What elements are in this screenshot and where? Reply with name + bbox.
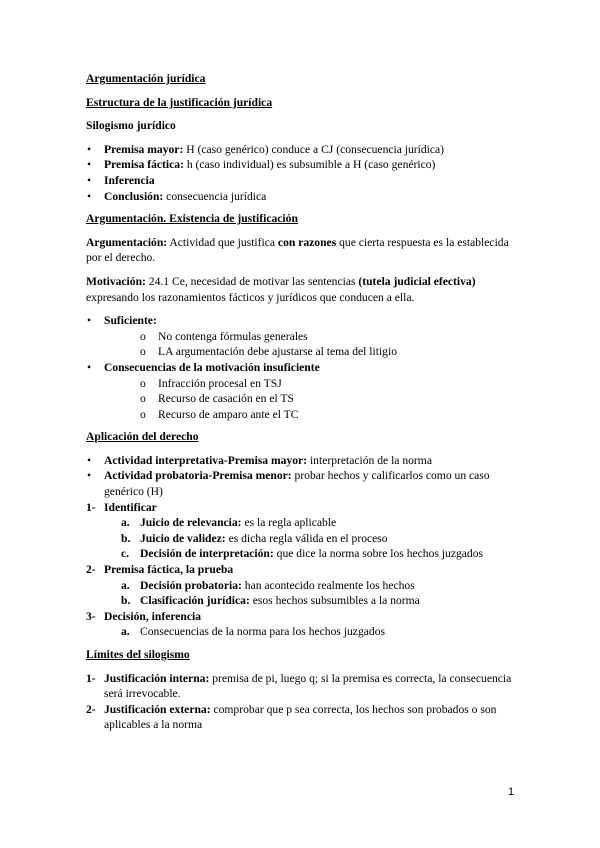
circle-bullet-icon: o [140,392,146,406]
bullet-icon: • [87,469,92,483]
lettered-item: a. Decisión probatoria: han acontecido realmente los hechos [121,578,415,592]
motivacion-list [86,313,526,422]
bullet-icon: • [87,453,92,467]
list-item: o LA argumentación debe ajustarse al tema del litigio [140,345,397,359]
paragraph-motivacion: Motivación: 24.1 Ce, necesidad de motivar las sentencias (tutela judicial efectiva) expresando los razonamientos fácticos y jurídicos que conducen a ella. [86,274,476,304]
document-body [86,71,526,733]
list-item: • Premisa fáctica: h (caso individual) es subsumible a H (caso genérico) [87,158,436,172]
bullet-icon: • [87,173,92,187]
bullet-icon: • [87,158,92,172]
paragraph-argumentacion: Argumentación: Actividad que justifica con razones que cierta respuesta es la establecida por el derecho. [86,235,509,265]
numbered-item: 3- Decisión, inferencia [86,609,202,623]
sublist [104,329,526,360]
aplicacion-list [86,453,526,500]
numbered-item: 1- Justificación interna: premisa de pi, luego q; si la premisa es correcta, la consecuencia será irrevocable. [86,671,512,701]
section-heading-limites: Límites del silogismo [86,648,190,661]
numbered-item: 1- Identificar [86,500,157,514]
bullet-icon: • [87,189,92,203]
list-item: • Actividad probatoria-Premisa menor: probar hechos y calificarlos como un caso genérico (H) [87,469,490,499]
list-item: o Infracción procesal en TSJ [140,376,282,390]
list-item: • Suficiente: o No contenga fórmulas generales o LA argumentación debe ajustarse al tema del litigio [86,313,526,360]
bullet-icon: • [87,142,92,156]
bullet-icon: • [87,360,92,374]
page-number: 1 [508,786,515,798]
section-heading-estructura: Estructura de la justificación jurídica [86,95,273,109]
list-item: • Inferencia [87,173,155,187]
lettered-item: a. Consecuencias de la norma para los hechos juzgados [121,625,385,639]
list-item: • Actividad interpretativa-Premisa mayor: interpretación de la norma [87,453,432,467]
section-heading-aplicacion: Aplicación del derecho [86,430,199,444]
bullet-icon: • [87,314,92,328]
section-heading-argumentacion: Argumentación. Existencia de justificación [86,212,298,226]
list-item: o Recurso de casación en el TS [140,392,294,406]
lettered-item: b. Clasificación jurídica: esos hechos subsumibles a la norma [121,594,420,608]
list-item: o Recurso de amparo ante el TC [140,407,299,421]
list-item: • Premisa mayor: H (caso genérico) conduce a CJ (consecuencia jurídica) [87,142,445,156]
list-item: • Conclusión: consecuencia jurídica [87,189,267,203]
list-item: • Consecuencias de la motivación insuficiente o Infracción procesal en TSJ o Recurso de casación en el TS o Recurso de amparo ante el TC [86,360,526,422]
circle-bullet-icon: o [140,345,146,359]
circle-bullet-icon: o [140,329,146,343]
circle-bullet-icon: o [140,407,146,421]
numbered-item: 2- Premisa fáctica, la prueba [86,563,234,577]
silogismo-list [86,142,526,204]
lettered-item: c. Decisión de interpretación: que dice la norma sobre los hechos juzgados [121,547,484,561]
subheading-silogismo: Silogismo jurídico [86,119,176,133]
circle-bullet-icon: o [140,376,146,390]
list-item: o No contenga fórmulas generales [140,329,308,343]
lettered-item: b. Juicio de validez: es dicha regla válida en el proceso [121,531,388,545]
document-title: Argumentación jurídica [86,72,206,85]
sublist [104,376,526,423]
numbered-item: 2- Justificación externa: comprobar que p sea correcta, los hechos son probados o son aplicables a la norma [86,702,497,732]
lettered-item: a. Juicio de relevancia: es la regla aplicable [121,516,337,530]
